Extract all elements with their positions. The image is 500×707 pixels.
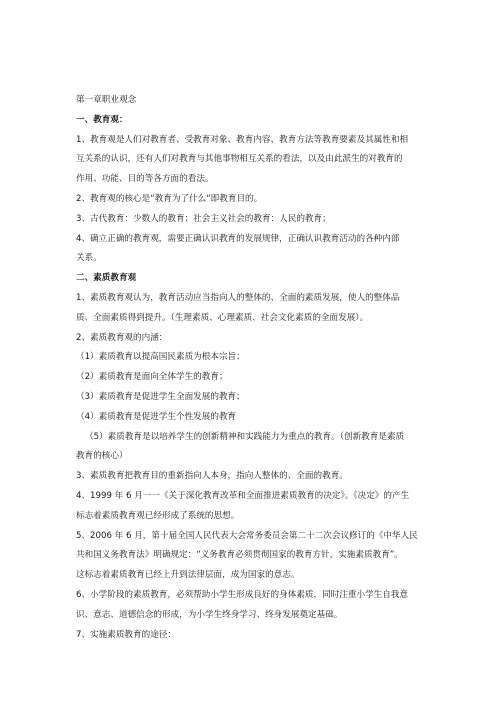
paragraph-line: 3、素质教育把教育目的重新指向人本身，指向人整体的、全面的教育。 [76,471,348,482]
paragraph-line: 3、古代教育：少数人的教育；社会主义社会的教育：人民的教育； [76,213,331,224]
paragraph-line: 2、教育观的核心是“教育为了什么“即教育目的。 [76,193,263,204]
list-item: （5）素质教育是以培养学生的创新精神和实践能力为重点的教育。（创新教育是素质 [85,431,405,442]
section-heading: 一、教育观： [76,114,128,125]
paragraph-line: 6、小学阶段的素质教育，必须帮助小学生形成良好的身体素质，同时注重小学生自我意 [76,589,409,600]
chapter-title: 第一章职业观念 [76,95,137,105]
paragraph-line: 关系。 [76,253,102,264]
paragraph-line: 作用、功能、目的等各方面的看法。 [76,174,214,185]
section-heading: 二、素质教育观 [76,273,137,284]
paragraph-line: 2、素质教育观的内涵： [76,332,168,343]
paragraph-line: 7、实施素质教育的途径： [76,629,176,640]
paragraph-line: 识、意志、道德信念的形成，为小学生终身学习、终身发展奠定基础。 [76,609,343,620]
document-page [76,91,430,645]
paragraph-line: 1、素质教育观认为，教育活动应当指向人的整体的、全面的素质发展，使人的整体品 [76,292,400,303]
paragraph-line: 4、1999 年 6 月一一《关于深化教育改革和全面推进素质教育的决定》。《决定》的产生 [76,490,410,501]
paragraph-line: 5、2006 年 6 月，第十届全国人民代表大会常务委员会第二十二次会议修订的《中华人民 [76,530,418,541]
list-item: （4）素质教育是促进学生个性发展的教育 [76,411,237,422]
list-item: （1）素质教育以提高国民素质为根本宗旨； [76,352,245,363]
paragraph-line: 互关系的认识，还有人们对教育与其他事物相互关系的看法，以及由此派生的对教育的 [76,154,403,165]
list-item: （3）素质教育是促进学生全面发展的教育； [76,391,245,402]
paragraph-line: 质、全面素质得到提升。（生理素质、心理素质、社会文化素质的全面发展）。 [76,312,369,323]
paragraph-line: 标志着素质教育观已经形成了系统的思想。 [76,510,240,521]
paragraph-line: 共和国义务教育法》明确规定：“义务教育必须贯彻国家的教育方针，实施素质教育”。 [76,550,403,561]
paragraph-line: 4、确立正确的教育观，需要正确认识教育的发展规律，正确认识教育活动的各种内部 [76,233,400,244]
list-item: （2）素质教育是面向全体学生的教育； [76,372,228,383]
paragraph-line: 教育的核心） [76,451,128,462]
paragraph-line: 1、教育观是人们对教育者、受教育对象、教育内容、教育方法等教育要素及其属性和相 [76,134,409,145]
paragraph-line: 这标志着素质教育已经上升到法律层面，成为国家的意志。 [76,570,300,581]
